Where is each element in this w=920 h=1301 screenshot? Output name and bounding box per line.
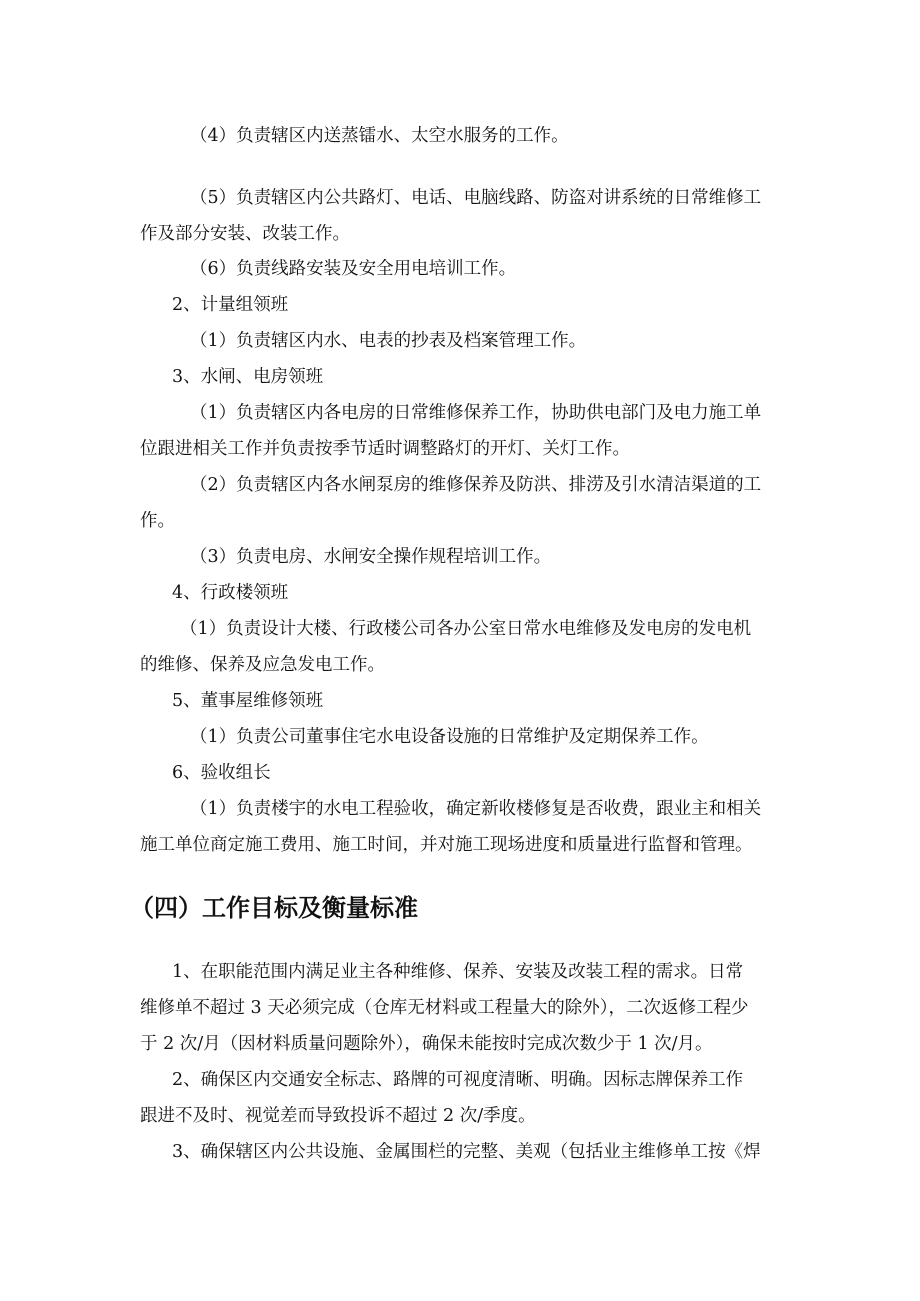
paragraph-line: （5）负责辖区内公共路灯、电话、电脑线路、防盗对讲系统的日常维修工 [190, 188, 762, 208]
paragraph-line: （4）负责辖区内送蒸镭水、太空水服务的工作。 [190, 126, 569, 146]
paragraph-line: 3、确保辖区内公共设施、金属围栏的完整、美观（包括业主维修单工按《焊 [172, 1142, 761, 1162]
paragraph-line: 施工单位商定施工费用、施工时间，并对施工现场进度和质量进行监督和管理。 [140, 835, 753, 855]
paragraph-line: 位跟进相关工作并负责按季节适时调整路灯的开灯、关灯工作。 [140, 439, 630, 459]
paragraph-line: （1）负责公司董事住宅水电设备设施的日常维护及定期保养工作。 [190, 727, 709, 747]
paragraph-line: 作。 [140, 511, 175, 531]
paragraph-line: （1）负责辖区内各电房的日常维修保养工作，协助供电部门及电力施工单 [190, 403, 762, 423]
paragraph-line: （1）负责辖区内水、电表的抄表及档案管理工作。 [190, 331, 587, 351]
paragraph-line: 跟进不及时、视觉差而导致投诉不超过 2 次/季度。 [140, 1106, 536, 1126]
paragraph-line: 的维修、保养及应急发电工作。 [140, 655, 385, 675]
section-heading: （四）工作目标及衡量标准 [130, 894, 418, 922]
paragraph-line: （3）负责电房、水闸安全操作规程培训工作。 [190, 547, 552, 567]
subsection-title: 2、计量组领班 [172, 295, 289, 315]
paragraph-line: 维修单不超过 3 天必须完成（仓库无材料或工程量大的除外），二次返修工程少 [140, 998, 749, 1018]
subsection-title: 5、董事屋维修领班 [172, 691, 324, 711]
paragraph-line: （1）负责设计大楼、行政楼公司各办公室日常水电维修及发电房的发电机 [180, 619, 752, 639]
subsection-title: 6、验收组长 [172, 763, 271, 783]
paragraph-line: 2、确保区内交通安全标志、路牌的可视度清晰、明确。因标志牌保养工作 [172, 1070, 744, 1090]
subsection-title: 3、水闸、电房领班 [172, 367, 324, 387]
paragraph-line: 于 2 次/月（因材料质量问题除外），确保未能按时完成次数少于 1 次/月。 [140, 1034, 713, 1054]
paragraph-line: 作及部分安装、改装工作。 [140, 224, 350, 244]
paragraph-line: （2）负责辖区内各水闸泵房的维修保养及防洪、排涝及引水清洁渠道的工 [190, 475, 762, 495]
subsection-title: 4、行政楼领班 [172, 583, 289, 603]
paragraph-line: （1）负责楼宇的水电工程验收，确定新收楼修复是否收费，跟业主和相关 [190, 799, 762, 819]
paragraph-line: 1、在职能范围内满足业主各种维修、保养、安装及改装工程的需求。日常 [172, 962, 744, 982]
paragraph-line: （6）负责线路安装及安全用电培训工作。 [190, 259, 517, 279]
